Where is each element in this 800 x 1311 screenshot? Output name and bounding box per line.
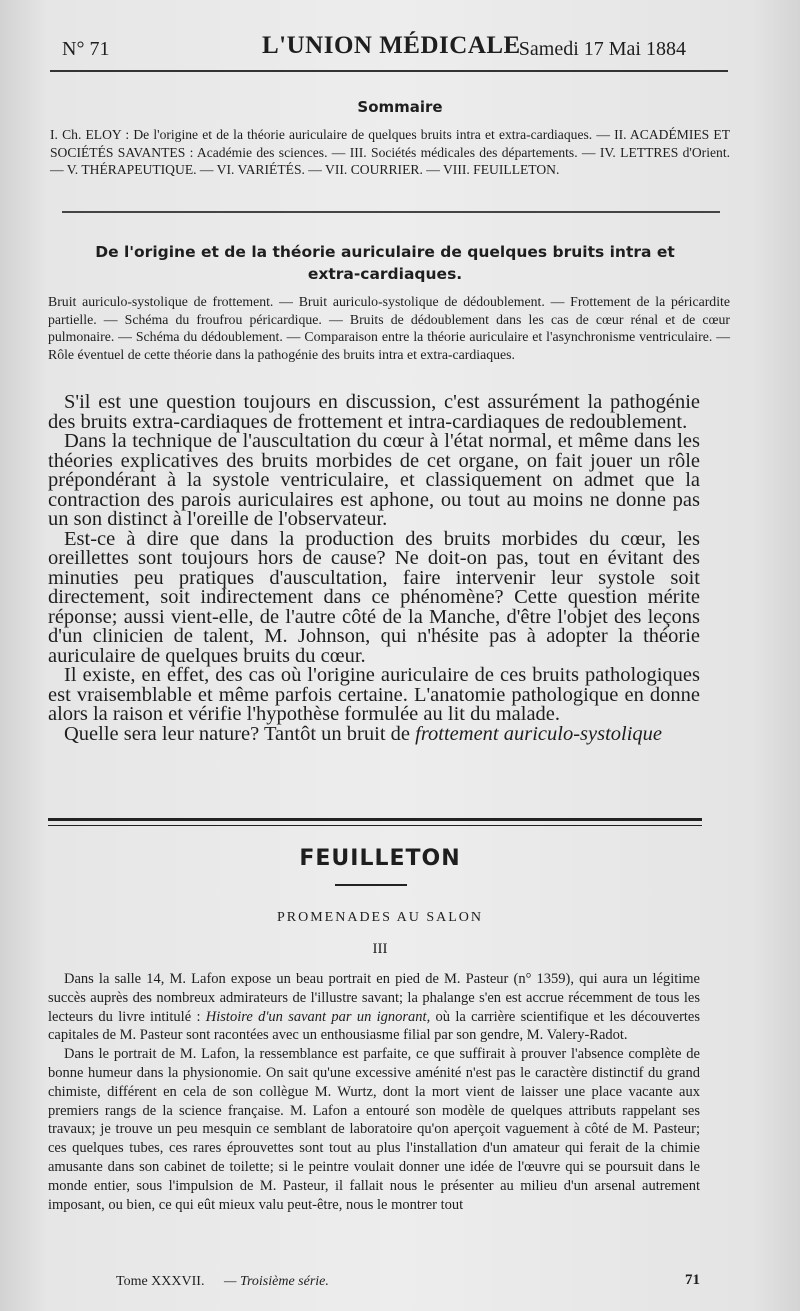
feuilleton-rule-thick [48,818,702,821]
article-body [48,393,700,744]
masthead-rule [50,70,728,72]
last-line-italic: frottement auriculo-systolique [415,722,663,745]
summary-rule [62,211,720,213]
feuilleton-title-rule [335,884,407,886]
book-title: Histoire d'un savant par un ignorant, [205,1008,431,1025]
summary-title: Sommaire [357,98,443,116]
feuilleton-title: FEUILLETON [299,846,461,871]
summary-text: I. Ch. ELOY : De l'origine et de la théorie auriculaire de quelques bruits intra et extra-cardiaques. — II. ACADÉMIES ET SOCIÉTÉS SAVANTES : Académie des sciences. — III. Sociétés médicales des départements. — IV. LETTRES d'Orient. — V. THÉRAPEUTIQUE. — VI. VARIÉTÉS. — VII. COURRIER. — VIII. FEUILLETON. [50,127,730,177]
feuilleton-p1-end: où la carrière scientifique et les découvertes capitales de M. Pasteur sont racontées avec un enthousiasme filial par son gendre, M. Valery-Radot. [48,1008,701,1044]
feuilleton-rule-thin [48,825,702,826]
feuilleton-p1-start: Dans la salle 14, M. Lafon expose un beau portrait en pied de M. Pasteur (n° 1359), qui aura un légitime succès auprès des nombreux admirateurs de l'illustre savant; la phalange s'en est accrue récemment de tous les lecteurs du livre intitulé : [48,971,700,1025]
feuilleton-paragraph [48,970,700,1045]
journal-title: L'UNION MÉDICALE [262,32,521,59]
article-title: De l'origine et de la théorie auriculaire de quelques bruits intra et extra-cardiaques. [95,243,675,283]
footer-tome: Tome XXXVII. [116,1274,205,1289]
page-number: 71 [685,1272,700,1288]
article-paragraph: Il existe, en effet, des cas où l'origine auriculaire de ces bruits pathologiques est vraisemblable et même parfois certaine. L'anatomie pathologique en donne alors la raison et vérifie l'hypothèse formulée au lit du malade. [48,664,700,725]
article-abstract: Bruit auriculo-systolique de frottement. — Bruit auriculo-systolique de dédoublement. — Frottement de la péricardite partielle. — Schéma du froufrou péricardique. — Bruits de dédoublement dans les cas de cœur rénal et de cœur pulmonaire. — Schéma du dédoublement. — Comparaison entre la théorie auriculaire et l'asynchronisme ventriculaire. — Rôle éventuel de cette théorie dans la pathogénie des bruits intra et extra-cardiaques. [48,294,730,362]
feuilleton-section-number: III [372,941,388,957]
article-paragraph: S'il est une question toujours en discussion, c'est assurément la pathogénie des bruits extra-cardiaques de frottement et intra-cardiaques de redoublement. [48,391,700,433]
masthead [62,32,686,62]
article-paragraph: Dans la technique de l'auscultation du cœur à l'état normal, et même dans les théories explicatives des bruits morbides de cet organe, on fait jouer un rôle prépondérant à la systole ventriculaire, et classiquement on admet que la contraction des parois auriculaires est aphone, ou tout au moins ne donne pas un son distinct à l'oreille de l'observateur. [48,430,700,530]
article-paragraph-last [48,722,700,745]
issue-number: N° 71 [62,38,110,60]
feuilleton-body [48,970,700,1214]
last-line-text: Quelle sera leur nature? Tantôt un bruit de [64,722,416,745]
article-paragraph: Est-ce à dire que dans la production des bruits morbides du cœur, les oreillettes sont toujours hors de cause? Ne doit-on pas, tout en évitant des minuties peu pratiques d'auscultation, faire intervenir leur systole soit directement, soit indirectement dans ce phénomène? Cette question mérite réponse; aussi vient-elle, de l'autre côté de la Manche, d'être l'objet des leçons d'un clinicien de talent, M. Johnson, qui n'hésite pas à adopter la théorie auriculaire de quelques bruits du cœur. [48,527,700,667]
footer-serie: — Troisième série. [224,1274,329,1289]
issue-date: Samedi 17 Mai 1884 [518,38,686,60]
feuilleton-paragraph: Dans le portrait de M. Lafon, la ressemblance est parfaite, ce que suffirait à prouver l'absence complète de bonne humeur dans la physionomie. On sait qu'une excessive aménité n'est pas le caractère distinctif du grand chimiste, différent en cela de son collègue M. Wurtz, dont la mort vient de laisser une place vacante aux premiers rangs de la science française. M. Lafon a entouré son modèle de quelques attributs rappelant ses travaux; je trouve un peu mesquin ce semblant de laboratoire qu'on aperçoit vaguement à côté de M. Pasteur; ces quelques tubes, ces rares éprouvettes sont tout au plus l'installation d'un amateur qui ferait de la chimie amusante dans son cabinet de toilette; si le peintre voulait donner une idée de l'œuvre qui se poursuit dans le monde entier, sous l'impulsion de M. Pasteur, il fallait nous le présenter au milieu d'un arsenal autrement imposant, ou bien, ce qui eût mieux valu peut-être, nous le montrer tout [48,1046,700,1213]
feuilleton-subtitle: PROMENADES AU SALON [276,910,484,925]
